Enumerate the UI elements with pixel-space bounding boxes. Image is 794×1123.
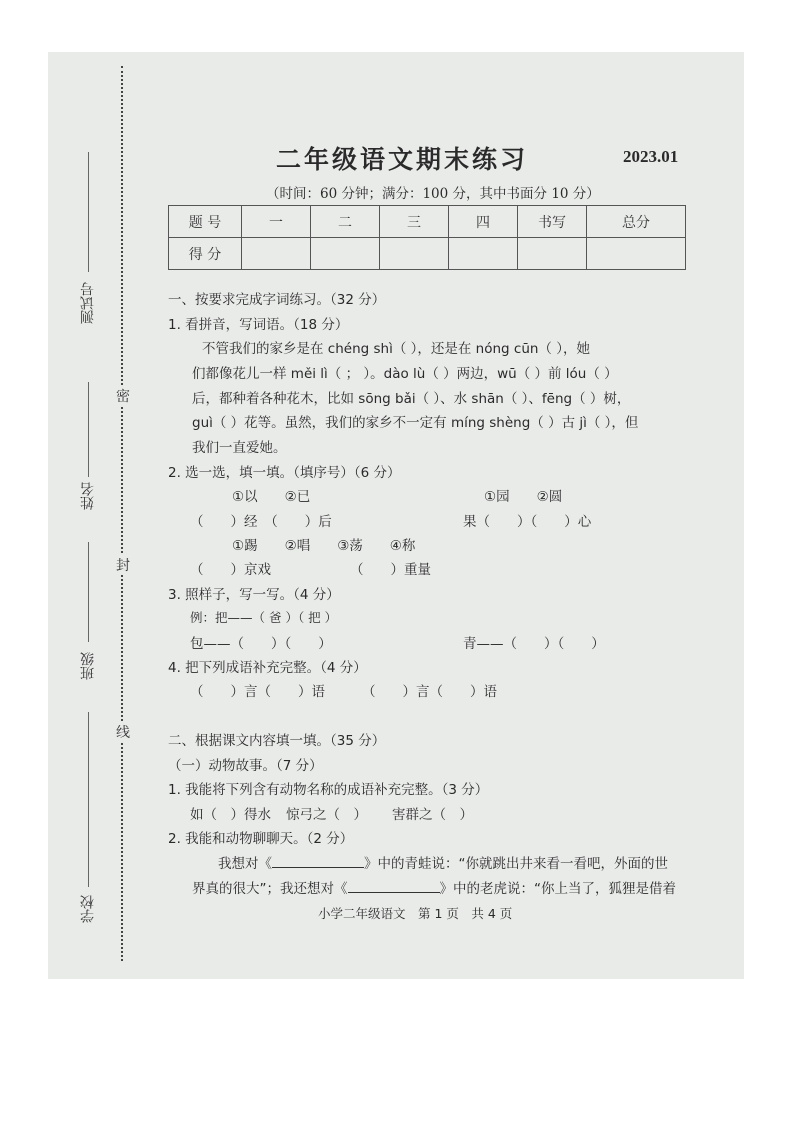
exam-paper xyxy=(48,52,744,979)
section2-heading: 二、根据课文内容填一填。（35 分） xyxy=(168,733,386,749)
score-cell-q4: 四 xyxy=(449,206,518,238)
q1-line-5: 我们一直爱她。 xyxy=(192,440,287,456)
school-label: 学校 xyxy=(80,895,96,923)
name-underline xyxy=(88,382,89,477)
class-underline xyxy=(88,542,89,642)
score-input-writing[interactable] xyxy=(518,238,587,270)
q2-options-a: ①以 ②已 xyxy=(232,489,311,505)
exam-date: 2023.01 xyxy=(623,147,679,166)
q3-fill-b[interactable]: 青——（ ）（ ） xyxy=(463,636,605,652)
score-cell-q3: 三 xyxy=(380,206,449,238)
s2-q2-line2-start: 界真的很大”；我还想对《 xyxy=(192,881,348,897)
exam-no-label: 测试号 xyxy=(80,282,96,324)
q3-example: 例：把——（ 爸 ）（ 把 ） xyxy=(190,610,338,625)
score-table xyxy=(168,205,686,270)
score-table-header-row xyxy=(169,206,686,238)
section1-heading: 一、按要求完成字词练习。（32 分） xyxy=(168,292,386,308)
score-cell-label: 题 号 xyxy=(169,206,242,238)
s2-q2-blank-2[interactable] xyxy=(348,878,440,893)
s2-q2-title: 2. 我能和动物聊聊天。（2 分） xyxy=(168,831,354,847)
q1-line-4: guì（ ）花等。虽然，我们的家乡不一定有 míng shèng（ ）古 jì（ ），但 xyxy=(192,415,639,431)
q2-fill-b[interactable]: 果（ ）（ ）心 xyxy=(463,514,592,530)
q4-title: 4. 把下列成语补充完整。（4 分） xyxy=(168,660,367,676)
s2-q1-c[interactable]: 害群之（ ） xyxy=(392,807,473,823)
page-footer: 小学二年级语文 第 1 页 共 4 页 xyxy=(318,906,513,921)
q2-fill-c1[interactable]: （ ）京戏 xyxy=(190,562,271,578)
score-cell-writing: 书写 xyxy=(518,206,587,238)
exam-no-underline xyxy=(88,152,89,272)
score-input-q1[interactable] xyxy=(242,238,311,270)
score-cell-q1: 一 xyxy=(242,206,311,238)
s2-q1-b[interactable]: 惊弓之（ ） xyxy=(286,807,367,823)
s2-q1-title: 1. 我能将下列含有动物名称的成语补充完整。（3 分） xyxy=(168,782,489,798)
binding-dotted-line xyxy=(121,66,123,961)
q2-options-c: ①踢 ②唱 ③荡 ④称 xyxy=(232,538,416,554)
score-input-q2[interactable] xyxy=(311,238,380,270)
score-input-q4[interactable] xyxy=(449,238,518,270)
q4-fill-b[interactable]: （ ）言（ ）语 xyxy=(362,684,497,700)
q1-title: 1. 看拼音，写词语。（18 分） xyxy=(168,317,349,333)
score-table-score-row xyxy=(169,238,686,270)
s2-q1-a[interactable]: 如（ ）得水 xyxy=(190,807,271,823)
page-title: 二年级语文期末练习 xyxy=(276,145,529,174)
s2-q2-line-2 xyxy=(192,877,676,897)
q2-title: 2. 选一选，填一填。（填序号）（6 分） xyxy=(168,465,401,481)
section2-subheading: （一）动物故事。（7 分） xyxy=(168,758,323,774)
score-row-label: 得 分 xyxy=(169,238,242,270)
q3-title: 3. 照样子，写一写。（4 分） xyxy=(168,587,340,603)
school-underline xyxy=(88,712,89,887)
q1-line-3: 后，都种着各种花木，比如 sōng bǎi（ ）、水 shān（ ）、fēng（ ）树， xyxy=(192,391,631,407)
q1-line-2: 们都像花儿一样 měi lì（ ； ）。dào lù（ ）两边，wū（ ）前 lóu（ ） xyxy=(192,366,618,382)
exam-subtitle: （时间：60 分钟；满分：100 分，其中书面分 10 分） xyxy=(266,186,600,202)
s2-q2-line2-end: 》中的老虎说：“你上当了，狐狸是借着 xyxy=(439,881,676,897)
seal-char-feng: 封 xyxy=(116,555,130,575)
score-cell-q2: 二 xyxy=(311,206,380,238)
class-label: 班级 xyxy=(80,652,96,680)
s2-q2-line-1 xyxy=(218,852,668,872)
s2-q2-line1-start: 我想对《 xyxy=(218,856,272,872)
name-label: 姓名 xyxy=(80,482,96,510)
score-input-total[interactable] xyxy=(587,238,686,270)
q4-fill-a[interactable]: （ ）言（ ）语 xyxy=(190,684,325,700)
seal-char-mi: 密 xyxy=(116,386,130,406)
score-cell-total: 总分 xyxy=(587,206,686,238)
seal-char-xian: 线 xyxy=(116,722,130,742)
q2-fill-c2[interactable]: （ ）重量 xyxy=(350,562,431,578)
s2-q2-line1-end: 》中的青蛙说：“你就跳出井来看一看吧，外面的世 xyxy=(364,856,668,872)
q2-options-b: ①园 ②圆 xyxy=(484,489,563,505)
score-input-q3[interactable] xyxy=(380,238,449,270)
s2-q2-blank-1[interactable] xyxy=(272,853,364,868)
q3-fill-a[interactable]: 包——（ ）（ ） xyxy=(190,636,332,652)
q1-line-1: 不管我们的家乡是在 chéng shì（ ），还是在 nóng cūn（ ），她 xyxy=(202,341,590,357)
q2-fill-a[interactable]: （ ）经 （ ）后 xyxy=(190,514,332,530)
